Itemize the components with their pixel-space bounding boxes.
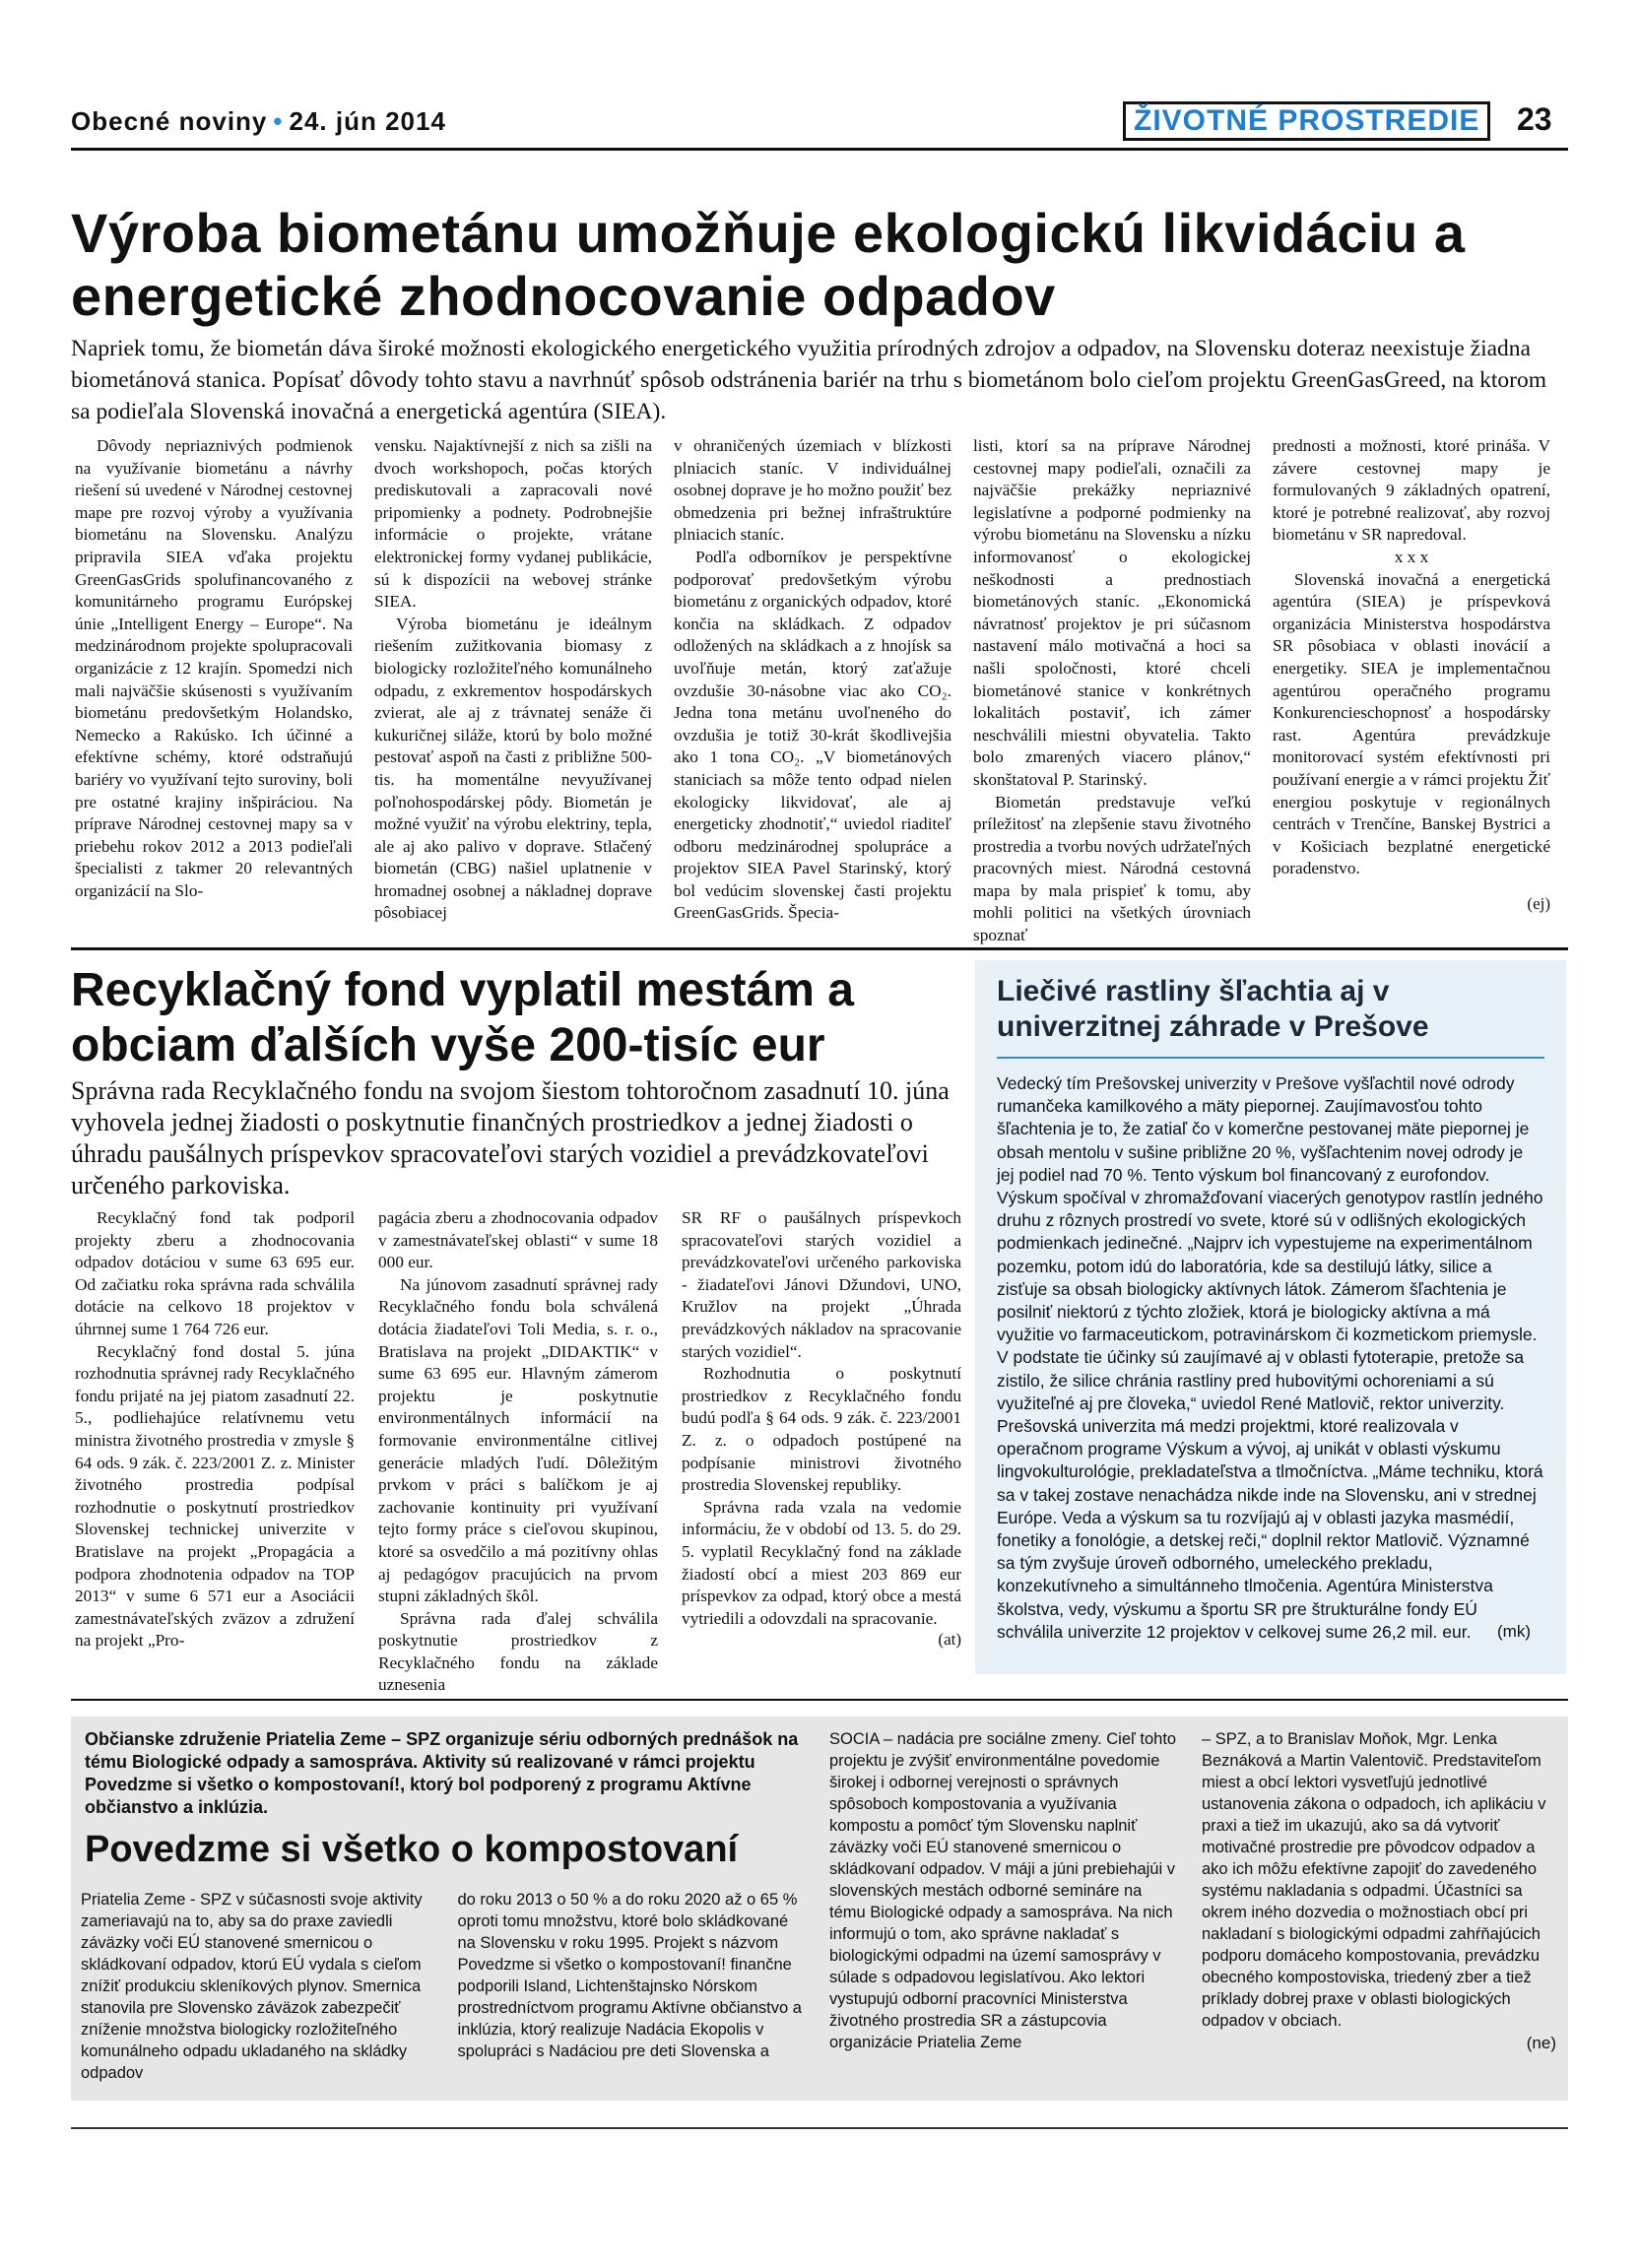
paragraph: vensku. Najaktívnejší z nich sa zišli na dvoch workshopoch, počas ktorých prediskutovali a zapracovali nové pripomienky a podnety. Podrobnejšie informácie o projekte, vrátane elektronickej formy vydanej publikácie, sú k dispozícii na webovej stránke SIEA.	[374, 436, 652, 612]
author-signature: (ne)	[1526, 2034, 1556, 2052]
sidebar-article	[975, 960, 1566, 1674]
compost-column-2: do roku 2013 o 50 % a do roku 2020 až o 65 % oproti tomu množstvu, ktoré bolo skládkované na Slovensku v roku 1995. Projekt s názvom Povedzme si všetko o kompostovaní! finančne podporili Island, Lichtenštajnsko Nórskom prostredníctvom programu Aktívne občianstvo a inklúzia, ktorý realizuje Nadácia Ekopolis v spolupráci s Nadáciou pre deti Slovenska a	[457, 1891, 802, 2060]
compost-column-3: SOCIA – nadácia pre sociálne zmeny. Cieľ tohto projektu je zvýšiť environmentálne povedomie širokej i odbornej verejnosti o správnych spôsoboch kompostovania a využívania kompostu a pomôcť tým Slovensku naplniť záväzky voči EÚ stanovené smernicou o skládkovaní odpadov. V máji a júni prebiehajúi v slovenských mestách odborné semináre na tému Biologické odpady a samospráva. Na nich informujú o tom, ako správne nakladať s biologickými odpadmi na území samosprávy v súlade s odpadovou legislatívou. Ako lektori vystupujú odborní pracovníci Ministerstva životného prostredia SR a zástupcovia organizácie Priatelia Zeme	[829, 1730, 1177, 2051]
paper-name: Obecné noviny	[71, 106, 268, 136]
paragraph: Dôvody nepriaznivých podmienok na využívanie biometánu a návrhy riešení sú uvedené v Národnej cestovnej mape pre rozvoj výroby a využívania biometánu na Slovensku. Analýzu pripravila SIEA vďaka projektu GreenGasGrids spolufinancovaného z komunitárneho programu Európskej únie „Intelligent Energy – Europe“. Na medzinárodnom projekte spolupracovali organizácie z 12 krajín. Spomedzi nich mali najväčšie skúsenosti s využívaním biometánu predovšetkým Holandsko, Nemecko a Rakúsko. Ich účinné a efektívne schémy, ktoré odstraňujú bariéry vo využívaní tejto suroviny, boli pre ostatné krajiny inšpiráciou. Na príprave Národnej cestovnej mapy sa v priebehu rokov 2012 a 2013 podieľali špecialisti z takmer 20 relevantných organizácií na Slo-	[75, 436, 353, 900]
author-signature: (at)	[938, 1630, 961, 1650]
article1-body	[75, 435, 1562, 947]
author-signature: (ej)	[1527, 893, 1550, 913]
section-divider	[71, 947, 1568, 950]
paragraph: Správna rada ďalej schválila poskytnutie prostriedkov z Recyklačného fondu na základe uznesenia	[378, 1608, 658, 1695]
header-rule	[71, 148, 1568, 151]
article2-body	[75, 1207, 961, 1697]
paragraph: SR RF o paušálnych príspevkoch spracovateľovi starých vozidiel a prevádzkovateľovi určeného parkoviska - žiadateľovi Jánovi Džundovi, UNO, Kružlov na projekt „Úhrada prevádzkových nákladov na spracovanie starých vozidiel“.	[682, 1208, 961, 1361]
paragraph: Recyklačný fond dostal 5. júna rozhodnutia správnej rady Recyklačného fondu prijaté na jej piatom zasadnutí 22. 5., podliehajúce relatívnemu vetu ministra životného prostredia v zmysle § 64 ods. 9 zák. č. 223/2001 Z. z. Minister životného prostredia podpísal rozhodnutie o poskytnutí prostriedkov Slovenskej technickej univerzite v Bratislave na projekt „Propagácia a podpora zhodnotenia odpadov na TOP 2013“ v sume 6 571 eur a Asociácii zamestnávateľských zväzov a združení na projekt „Pro-	[75, 1341, 355, 1651]
issue-date: 24. jún 2014	[289, 106, 446, 136]
compost-column-1: Priatelia Zeme - SPZ v súčasnosti svoje aktivity zameriavajú na to, aby sa do praxe zaviedli záväzky voči EÚ stanovené smernicou o skládkovaní odpadov, ktorú EÚ vydala s cieľom znížiť produkciu skleníkových plynov. Smernica stanovila pre Slovensko záväzok zabezpečiť zníženie množstva biologicky rozložiteľného komunálneho odpadu ukladaného na skládky odpadov	[81, 1891, 423, 2082]
footer-rule	[71, 2127, 1568, 2129]
section-separator: x x x	[1394, 547, 1429, 566]
section-label: ŽIVOTNÉ PROSTREDIE	[1123, 101, 1490, 141]
bullet-separator: •	[273, 106, 284, 136]
article2-column-1	[75, 1207, 355, 1697]
article1-column-3	[674, 435, 951, 947]
paragraph: listi, ktorí sa na príprave Národnej cestovnej mapy podieľali, označili za najväčšie prekážky nepriaznivé legislatívne a podporné podmienky na výrobu biometánu na Slovensku a nízku informovanosť o ekologickej neškodnosti a prednostiach biometánových staníc. „Ekonomická návratnosť projektov je pri súčasnom nastavení málo motivačná a hoci sa našli spoločnosti, ktoré chceli biometánové stanice v konkrétnych lokalitách postaviť, ich zámer neschválili miestni obyvatelia. Takto bolo zmarených viacero plánov,“ skonštatoval P. Starinský.	[973, 436, 1251, 789]
paragraph: Biometán predstavuje veľkú príležitosť na zlepšenie stavu životného prostredia a tvorbu nových udržateľných pracovných miest. Národná cestovná mapa by mala prispieť k tomu, aby mohli politici na všetkých úrovniach spoznať	[973, 792, 1251, 945]
paragraph: Správna rada vzala na vedomie informáciu, že v období od 13. 5. do 29. 5. vyplatil Recyklačný fond na základe žiadostí obcí a miest 203 869 eur príspevkov za odpad, ktorý obce a mestá vytriedili a odovzdali na spracovanie.	[682, 1497, 961, 1628]
article1-column-5	[1273, 435, 1550, 947]
paragraph: Recyklačný fond tak podporil projekty zberu a zhodnocovania odpadov dotáciou v sume 63 695 eur. Od začiatku roka správna rada schválila dotácie na celkovo 18 projektov v úhrnnej sume 1 764 726 eur.	[75, 1208, 355, 1338]
page-number: 23	[1517, 101, 1552, 137]
article1-column-2	[374, 435, 652, 947]
article2-lead: Správna rada Recyklačného fondu na svojom šiestom tohtoročnom zasadnutí 10. júna vyhovela jednej žiadosti o poskytnutie finančných prostriedkov a jednej žiadosti o úhradu paušálnych príspevkov spracovateľovi starých vozidiel a prevádzkovateľovi určeného parkoviska.	[71, 1076, 950, 1199]
article1-column-1	[75, 435, 353, 947]
article1-headline: Výroba biometánu umožňuje ekologickú likvidáciu a energetické zhodnocovanie odpadov	[71, 202, 1466, 327]
author-signature: (mk)	[1497, 1622, 1531, 1642]
paragraph: pagácia zberu a zhodnocovania odpadov v zamestnávateľskej oblasti“ v sume 18 000 eur.	[378, 1208, 658, 1272]
article1-column-4	[973, 435, 1251, 947]
article2-headline: Recyklačný fond vyplatil mestám a obciam ďalších vyše 200-tisíc eur	[71, 964, 854, 1071]
compost-columns-left	[81, 1889, 805, 2084]
compost-intro: Občianske združenie Priatelia Zeme – SPZ organizuje sériu odborných prednášok na tému Biologické odpady a samospráva. Aktivity sú realizované v rámci projektu Povedzme si všetko o kompostovaní!, ktorý bol podporený z programu Aktívne občianstvo a inklúzia.	[85, 1729, 799, 1817]
section-divider	[71, 1699, 1568, 1701]
paragraph: Výroba biometánu je ideálnym riešením zužitkovania biomasy z biologicky rozložiteľného komunálneho odpadu, z exkrementov hospodárskych zvierat, ale aj z trávnatej senáže či kukuričnej siláže, ktorú by bolo možné pestovať aspoň na časti z približne 500-tis. ha momentálne nevyužívanej poľnohospodárskej pôdy. Biometán je možné využiť na výrobu elektriny, tepla, ale aj ako palivo v doprave. Stlačený biometán (CBG) našiel uplatnenie v hromadnej osobnej a nákladnej doprave pôsobiacej	[374, 614, 652, 923]
paragraph: Na júnovom zasadnutí správnej rady Recyklačného fondu bola schválená dotácia žiadateľovi Toli Media, s. r. o., Bratislava na projekt „DIDAKTIK“ v sume 63 695 eur. Hlavným zámerom projektu je poskytnutie environmentálnych informácií na formovanie environmentálne citlivej generácie mladých ľudí. Dôležitým prvkom v práci s balíčkom je aj zachovanie kontinuity pri využívaní tejto formy práce s cieľovou skupinou, ktoré sa osvedčilo a má pozitívny ohlas aj pedagógov pracujúcich na prvom stupni základných škôl.	[378, 1274, 658, 1606]
paragraph: v ohraničených územiach v blízkosti plniacich staníc. V individuálnej osobnej doprave je ho možno použiť bez obmedzenia pri bežnej infraštruktúre plniacich staníc.	[674, 436, 951, 545]
compost-headline: Povedzme si všetko o kompostovaní	[85, 1829, 739, 1870]
article2-column-3	[682, 1207, 961, 1697]
paragraph: Podľa odborníkov je perspektívne podporovať predovšetkým výrobu biometánu z organických odpadov, ktoré končia na skládkach. Z odpadov odložených na skládkach a z hnojísk sa uvoľňuje metán, ktorý zaťažuje ovzdušie 30-násobne viac ako CO₂. Jedna tona metánu uvoľneného do ovzdušia je totiž 30-krát škodlivejšia ako 1 tona CO₂. „V biometánových staniciach sa môže tento odpad nielen ekologicky likvidovať, ale aj energeticky zhodnotiť,“ uviedol riaditeľ odboru medzinárodnej spolupráce a projektov SIEA Pavel Starinský, ktorý bol vedúcim slovenskej časti projektu GreenGasGrids. Špecia-	[674, 547, 951, 923]
sidebar-text: Vedecký tím Prešovskej univerzity v Prešove vyšľachtil nové odrody rumančeka kamilkového a mäty piepornej. Zaujímavosťou tohto šľachtenia je to, že zatiaľ čo v komerčne pestovanej mäte piepornej je obsah mentolu v sušine približne 20 %, vyšľachtenim novej odrody je jej podiel nad 70 %. Tento výskum bol financovaný z eurofondov. Výskum spočíval v zhromažďovaní viacerých genotypov rastlín jedného druhu z rôznych prostredí vo svete, ktoré sú v odlišných ekologických podmienkach jedinečné. „Najprv ich vypestujeme na experimentálnom pozemku, potom idú do laboratória, kde sa destilujú látky, silice a zisťuje sa obsah biologicky aktívnych látok. Zámerom šľachtenia je posilniť niektorú z týchto zložiek, ktorá je biologicky aktívna a má využitie vo farmaceutickom, potravinárskom či kozmetickom priemysle. V podstate tie účinky sú zaujímavé aj v oblasti fytoterapie, pretože sa zistilo, že silice chránia rastliny pred hubovitými ochoreniami a sú využiteľné aj pre človeka,“ uviedol René Matlovič, rektor univerzity. Prešovská univerzita má medzi projektmi, ktoré realizovala v operačnom programe Výskum a vývoj, aj unikát v oblasti výskumu lingvokulturológie, prekladateľstva a tlmočníctva. „Máme techniku, ktorá sa v takej zostave nenachádza nikde inde na Slovensku, ani v strednej Európe. Veda a výskum sa tu rozvíjajú aj v oblasti jazyka masmédií, fonetiky a fonológie, a detskej reči,“ doplnil rektor Matlovič. Významné sa tým zvyšuje úroveň odborného, umeleckého prekladu, konzekutívneho a simultánneho tlmočenia. Agentúra Ministerstva školstva, vedy, výskumu a športu SR pre štrukturálne fondy EÚ schválila univerzite 12 projektov v celkovej sume 26,2 mil. eur.	[997, 1073, 1543, 1642]
article1-lead: Napriek tomu, že biometán dáva široké možnosti ekologického energetického využitia prírodných zdrojov a odpadov, na Slovensku doteraz neexistuje žiadna biometánová stanica. Popísať dôvody tohto stavu a navrhnúť spôsob odstránenia bariér na trhu s biometánom bolo cieľom projektu GreenGasGreed, na ktorom sa podieľala Slovenská inovačná a energetická agentúra (SIEA).	[71, 336, 1547, 424]
paragraph: – SPZ, a to Branislav Moňok, Mgr. Lenka Beznáková a Martin Valentovič. Predstaviteľom miest a obcí lektori vysvetľujú jednotlivé ustanovenia zákona o odpadoch, ich aplikáciu v praxi a tiež im ukazujú, ako sa dá vytvoriť motivačné prostredie pre pôvodcov odpadov a ako ich môžu efektívne zapojiť do zavedeného systému nakladania s odpadmi. Účastníci sa okrem iného dozvedia o možnostiach obcí pri nakladaní s biologickými odpadmi zahŕňajúcich podporu domáceho kompostovania, prevádzku obecného kompostoviska, triedený zber a tiež príklady dobrej praxe v oblasti biologických odpadov v obciach.	[1202, 1730, 1546, 2030]
paragraph: Rozhodnutia o poskytnutí prostriedkov z Recyklačného fondu budú podľa § 64 ods. 9 zák. č. 223/2001 Z. z. o odpadoch postúpené na podpísanie ministrovi životného prostredia Slovenskej republiky.	[682, 1364, 961, 1495]
sidebar-headline: Liečivé rastliny šľachtia aj v univerzitnej záhrade v Prešove	[997, 975, 1429, 1043]
masthead	[71, 106, 446, 137]
compost-column-4	[1202, 1728, 1556, 2053]
paragraph: Slovenská inovačná a energetická agentúra (SIEA) je príspevková organizácia Ministerstva hospodárstva SR pôsobiaca v oblasti inovácií a energetiky. SIEA je implementačnou agentúrou operačného programu Konkurencieschopnosť a hospodársky rast. Agentúra prevádzkuje monitorovací systém efektívnosti pri používaní energie a v rámci projektu Žiť energiou poskytuje v regionálnych centrách v Trenčíne, Banskej Bystrici a v Košiciach bezplatné energetické poradenstvo.	[1273, 569, 1550, 878]
sidebar-rule	[997, 1057, 1544, 1059]
article2-column-2	[378, 1207, 658, 1697]
paragraph: prednosti a možnosti, ktoré prináša. V závere cestovnej mapy je formulovaných 9 základných opatrení, ktoré je potrebné realizovať, aby rozvoj biometánu v SR napredoval.	[1273, 436, 1550, 545]
compost-article-box	[71, 1717, 1568, 2101]
